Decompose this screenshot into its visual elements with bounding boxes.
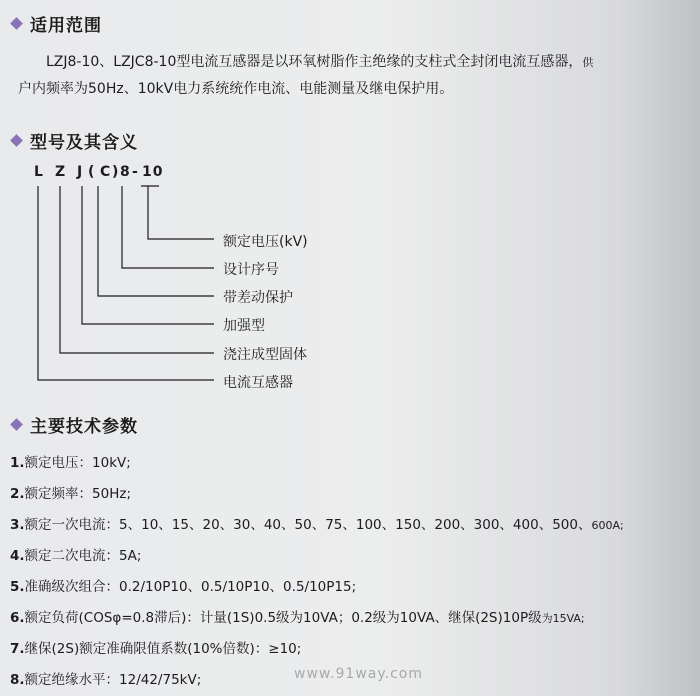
diamond-bullet-icon <box>10 418 23 431</box>
param-text: 准确级次组合：0.2/10P10、0.5/10P10、0.5/10P15; <box>24 579 357 595</box>
tree-line-design <box>122 186 214 268</box>
param-number: 2. <box>10 486 25 502</box>
param-text: 额定绝缘水平：12/42/75kV; <box>24 672 202 688</box>
tree-line-cast <box>60 186 214 353</box>
model-label-voltage: 额定电压(kV) <box>223 234 308 250</box>
param-tail: 为15VA; <box>541 612 585 625</box>
param-number: 8. <box>10 672 25 688</box>
code-char-open-paren: ( <box>88 164 96 180</box>
section-title-text: 型号及其含义 <box>30 133 138 153</box>
param-item <box>10 479 624 510</box>
param-item <box>10 603 624 634</box>
section-title-text: 适用范围 <box>30 16 102 36</box>
model-label-diff: 带差动保护 <box>223 290 293 306</box>
code-char-8: 8 <box>120 164 131 180</box>
intro-line-1-text: LZJ8-10、LZJC8-10型电流互感器是以环氧树脂作主绝缘的支柱式全封闭电流互感器， <box>46 54 583 70</box>
param-item <box>10 572 624 603</box>
code-char-close-paren: ) <box>112 164 120 180</box>
tree-line-diff <box>98 186 214 296</box>
param-item <box>10 510 624 541</box>
param-number: 5. <box>10 579 25 595</box>
param-text: 额定负荷(COSφ=0.8滞后)：计量(1S)0.5级为10VA；0.2级为10VA、继保(2S)10P级 <box>24 610 542 626</box>
watermark: www.91way.com <box>294 666 423 682</box>
model-label-enhanced: 加强型 <box>223 318 265 334</box>
section-title-tech <box>8 412 138 437</box>
param-number: 1. <box>10 455 25 471</box>
intro-line-1-tail: 供 <box>582 56 594 69</box>
model-label-cast: 浇注成型固体 <box>223 347 307 363</box>
model-label-design: 设计序号 <box>223 262 279 278</box>
param-item <box>10 541 624 572</box>
param-item <box>10 634 624 665</box>
param-number: 6. <box>10 610 25 626</box>
code-char-10: 10 <box>142 164 164 180</box>
code-char-J: J <box>77 164 84 180</box>
code-char-dash: - <box>132 164 139 180</box>
param-text: 额定频率：50Hz; <box>24 486 131 502</box>
param-number: 7. <box>10 641 25 657</box>
section-title-text: 主要技术参数 <box>30 417 138 437</box>
param-text: 继保(2S)额定准确限值系数(10%倍数)：≥10; <box>24 641 302 657</box>
param-item <box>10 448 624 479</box>
code-char-Z: Z <box>55 164 67 180</box>
param-text: 额定二次电流：5A; <box>24 548 142 564</box>
tree-line-ct <box>38 186 214 380</box>
code-char-L: L <box>34 164 44 180</box>
intro-line-2: 户内频率为50Hz、10kV电力系统统作电流、电能测量及继电保护用。 <box>18 81 454 97</box>
param-text: 额定一次电流：5、10、15、20、30、40、50、75、100、150、200、300、400、500、 <box>24 517 592 533</box>
param-number: 4. <box>10 548 25 564</box>
code-char-C: C <box>100 164 112 180</box>
param-tail: 600A; <box>591 519 624 532</box>
tech-params-list <box>10 448 624 696</box>
tree-line-voltage <box>148 186 214 239</box>
param-number: 3. <box>10 517 25 533</box>
param-text: 额定电压：10kV; <box>24 455 131 471</box>
model-label-ct: 电流互感器 <box>223 375 293 391</box>
